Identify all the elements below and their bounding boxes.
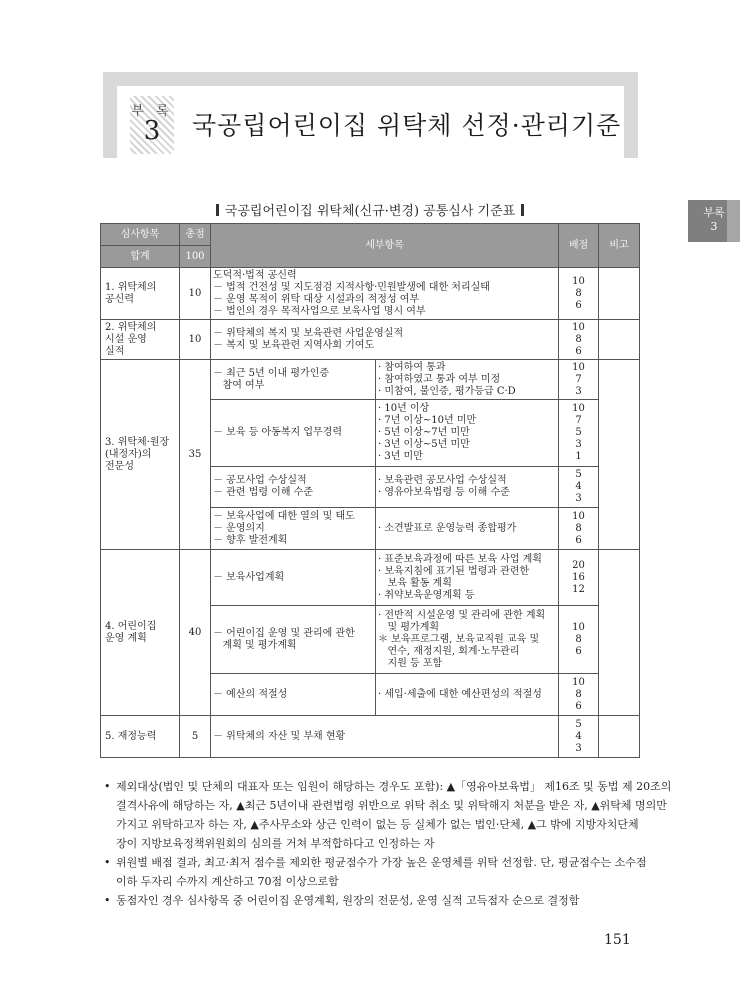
sub-item: － 보육 등 아동복지 업무경력 bbox=[211, 400, 376, 467]
row-item-name: 5. 재정능력 bbox=[101, 716, 180, 758]
side-tab-label: 부록 bbox=[703, 206, 725, 219]
appendix-label: 부 록 bbox=[131, 104, 173, 119]
header-points: 배점 bbox=[559, 224, 599, 268]
sub-item: － 보육사업에 대한 열의 및 태도 － 운영의지 － 향후 발전계획 bbox=[211, 508, 376, 550]
row-item-name: 3. 위탁체·원장 (내정자)의 전문성 bbox=[101, 360, 180, 550]
row-detail: － 위탁체의 자산 및 부채 현황 bbox=[211, 716, 559, 758]
sub-item: － 어린이집 운영 및 관리에 관한 계획 및 평가계획 bbox=[211, 606, 376, 674]
note-text: 동점자인 경우 심사항목 중 어린이집 운영계획, 원장의 전문성, 운영 실적 고득점자 순으로 결정함 bbox=[116, 894, 580, 907]
row-score: 5 bbox=[180, 716, 211, 758]
row-score: 10 bbox=[180, 268, 211, 320]
row-detail: － 위탁체의 복지 및 보육관련 사업운영실적 － 복지 및 보육관련 지역사회 기여도 bbox=[211, 320, 559, 360]
header-detail: 세부항목 bbox=[211, 224, 559, 268]
row-points: 5 4 3 bbox=[559, 716, 599, 758]
sub-points: 10 7 5 3 1 bbox=[559, 400, 599, 467]
sub-item: － 예산의 적절성 bbox=[211, 674, 376, 716]
sub-points: 10 8 6 bbox=[559, 606, 599, 674]
sub-criteria: · 표준보육과정에 따른 보육 사업 계획 · 보육지침에 표기된 법령과 관련한 보육 활동 계획 · 취약보육운영계획 등 bbox=[376, 550, 559, 606]
row-remarks bbox=[599, 320, 640, 360]
page-title: 국공립어린이집 위탁체 선정·관리기준 bbox=[192, 111, 622, 140]
page-number: 151 bbox=[604, 932, 631, 948]
sub-criteria: · 10년 이상 · 7년 이상~10년 미만 · 5년 이상~7년 미만 · 3년 이상~5년 미만 · 3년 미만 bbox=[376, 400, 559, 467]
table-row bbox=[101, 268, 640, 320]
bullet-icon: • bbox=[104, 780, 111, 793]
side-tab-number: 3 bbox=[710, 220, 718, 233]
sub-item: － 최근 5년 이내 평가인증 참여 여부 bbox=[211, 360, 376, 400]
sub-points: 20 16 12 bbox=[559, 550, 599, 606]
table-row bbox=[101, 360, 640, 400]
sub-criteria: · 보육관련 공모사업 수상실적 · 영유아보육법령 등 이해 수준 bbox=[376, 467, 559, 508]
sub-criteria: · 세입·세출에 대한 예산편성의 적절성 bbox=[376, 674, 559, 716]
row-detail: 도덕적·법적 공신력 － 법적 건전성 및 지도점검 지적사항·민원발생에 대한 처리실태 － 운영 목적이 위탁 대상 시설과의 적정성 여부 － 법인의 경우 목적사업으로 보육사업 명시 여부 bbox=[211, 268, 559, 320]
table-caption-text: 국공립어린이집 위탁체(신규·변경) 공통심사 기준표 bbox=[224, 204, 516, 219]
note-text: 위원별 배점 결과, 최고·최저 점수를 제외한 평균점수가 가장 높은 운영체를 위탁 선정함. 단, 평균점수는 소수점 이하 두자리 수까지 계산하고 70점 이상으로함 bbox=[116, 856, 647, 888]
sub-points: 10 8 6 bbox=[559, 674, 599, 716]
header-sum-label: 합계 bbox=[101, 246, 180, 268]
bullet-icon: • bbox=[104, 894, 111, 907]
note-text: 제외대상(법인 및 단체의 대표자 또는 임원이 해당하는 경우도 포함): ▲「영유아보육법」 제16조 및 동법 제 20조의 결격사유에 해당하는 자, ▲최근 5년이내 관련법령 위반으로 위탁 취소 및 위탁해지 처분을 받은 자, ▲위탁체 명의만 가지고 위탁하고자 하는 자, ▲주사무소와 상근 인력이 없는 등 실체가 없는 법인·단체, ▲그 밖에 지방자치단체 장이 지방보육정책위원회의 심의를 거쳐 부적합하다고 인정하는 자 bbox=[116, 780, 672, 850]
sub-criteria: · 소견발표로 운영능력 종합평가 bbox=[376, 508, 559, 550]
bullet-icon: • bbox=[104, 856, 111, 869]
sub-criteria: · 전반적 시설운영 및 관리에 관한 계획 및 평가계획 ＊ 보육프로그램, 보육교직원 교육 및 연수, 재정지원, 회계·노무관리 지원 등 포함 bbox=[376, 606, 559, 674]
header-band-right bbox=[624, 72, 638, 158]
criteria-table bbox=[100, 223, 640, 758]
row-remarks bbox=[599, 268, 640, 320]
table-row bbox=[101, 320, 640, 360]
row-remarks bbox=[599, 550, 640, 716]
header-item: 심사항목 bbox=[101, 224, 180, 246]
row-remarks bbox=[599, 360, 640, 550]
appendix-number: 3 bbox=[143, 116, 161, 146]
note-item bbox=[102, 853, 647, 891]
row-score: 40 bbox=[180, 550, 211, 716]
table-header-row bbox=[101, 224, 640, 246]
row-score: 10 bbox=[180, 320, 211, 360]
sub-points: 10 7 3 bbox=[559, 360, 599, 400]
row-item-name: 2. 위탁체의 시설 운영 실적 bbox=[101, 320, 180, 360]
side-tab-edge bbox=[727, 200, 740, 242]
row-points: 10 8 6 bbox=[559, 320, 599, 360]
note-item bbox=[102, 891, 642, 910]
header-sum-value: 100 bbox=[180, 246, 211, 268]
row-score: 35 bbox=[180, 360, 211, 550]
sub-points: 5 4 3 bbox=[559, 467, 599, 508]
sub-criteria: · 참여하여 통과 · 참여하였고 통과 여부 미정 · 미참여, 불인증, 평가등급 C·D bbox=[376, 360, 559, 400]
table-caption bbox=[100, 200, 640, 219]
caption-marker-left bbox=[216, 204, 219, 216]
row-item-name: 4. 어린이집 운영 계획 bbox=[101, 550, 180, 716]
caption-marker-right bbox=[521, 204, 524, 216]
row-points: 10 8 6 bbox=[559, 268, 599, 320]
sub-item: － 공모사업 수상실적 － 관련 법령 이해 수준 bbox=[211, 467, 376, 508]
note-item bbox=[102, 777, 672, 853]
header-total: 총점 bbox=[180, 224, 211, 246]
row-item-name: 1. 위탁체의 공신력 bbox=[101, 268, 180, 320]
table-row bbox=[101, 716, 640, 758]
header-band-left bbox=[103, 72, 117, 158]
row-remarks bbox=[599, 716, 640, 758]
header-band-top bbox=[103, 72, 638, 86]
sub-points: 10 8 6 bbox=[559, 508, 599, 550]
sub-item: － 보육사업계획 bbox=[211, 550, 376, 606]
header-remarks: 비고 bbox=[599, 224, 640, 268]
table-row bbox=[101, 550, 640, 606]
notes-section bbox=[102, 777, 672, 910]
